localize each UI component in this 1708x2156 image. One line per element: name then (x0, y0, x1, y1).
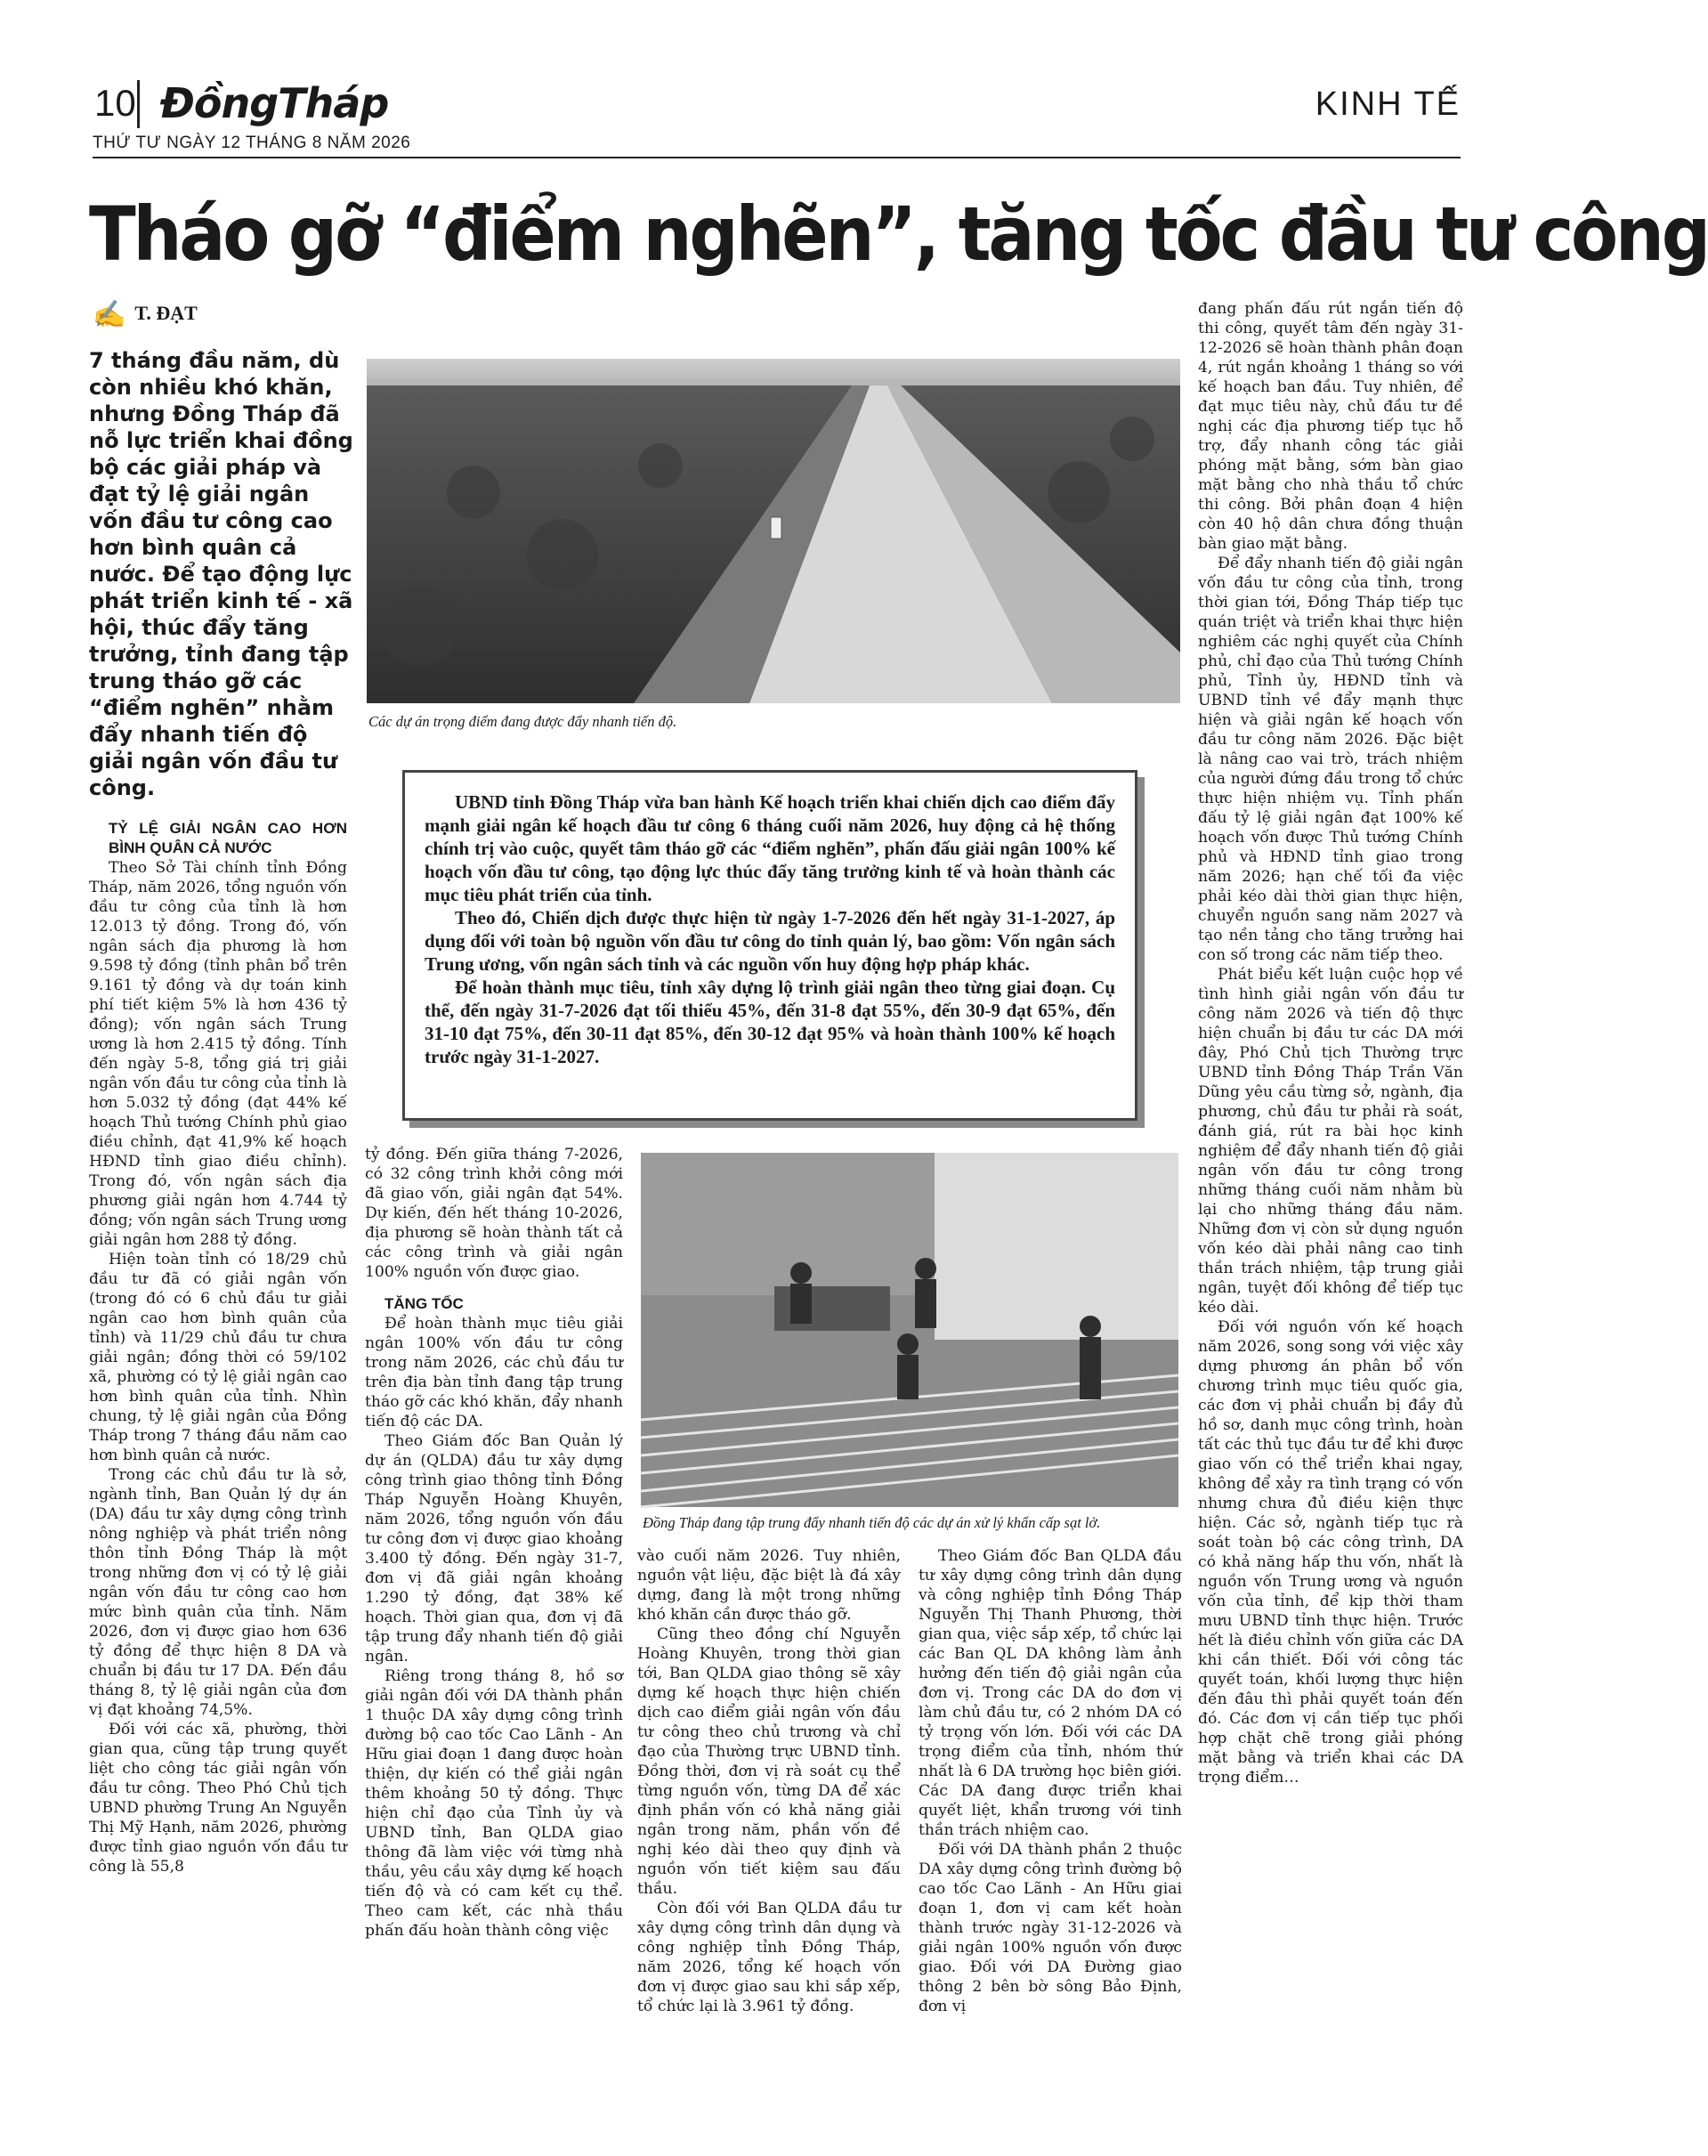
paragraph: Đối với DA thành phần 2 thuộc DA xây dựng công trình đường bộ cao tốc Cao Lãnh - An Hữu giai đoạn 1, đơn vị cam kết hoàn thành trước ngày 31-12-2026 và giải ngân 100% nguồn vốn được giao. Đối với DA Đường giao thông 2 bên bờ sông Bảo Định, đơn vị (919, 1841, 1182, 2015)
paragraph: Để đẩy nhanh tiến độ giải ngân vốn đầu tư công của tỉnh, trong thời gian tới, Đồng Tháp tiếp tục quán triệt và triển khai thực hiện nghiêm các nghị quyết của Chính phủ, chỉ đạo của Thủ tướng Chính phủ, Tỉnh ủy, HĐND tỉnh và UBND tỉnh về đẩy mạnh thực hiện và giải ngân kế hoạch vốn đầu tư công năm 2026. Đặc biệt là nâng cao vai trò, trách nhiệm của người đứng đầu trong tổ chức thực hiện nhiệm vụ. Tỉnh phấn đấu tỷ lệ giải ngân đạt 100% kế hoạch vốn được Thủ tướng Chính phủ và HĐND tỉnh giao trong năm 2026; hạn chế tối đa việc phải kéo dài thời gian thực hiện, chuyển nguồn sang năm 2027 và tạo nền tảng cho tăng trưởng hai con số trong các năm tiếp theo. (1198, 555, 1463, 964)
photo2-caption: Đồng Tháp đang tập trung đẩy nhanh tiến độ các dự án xử lý khẩn cấp sạt lở. (643, 1514, 1101, 1531)
highlight-box (402, 770, 1137, 1121)
paragraph: tỷ đồng. Đến giữa tháng 7-2026, có 32 công trình khởi công mới đã giao vốn, giải ngân đạt 54%. Dự kiến, đến hết tháng 10-2026, địa phương sẽ hoàn thành tất cả các công trình và giải ngân 100% nguồn vốn được giao. (365, 1146, 623, 1281)
article-title: Tháo gỡ “điểm nghẽn”, tăng tốc đầu tư công (89, 190, 1708, 278)
box-paragraph: Để hoàn thành mục tiêu, tỉnh xây dựng lộ trình giải ngân theo từng giai đoạn. Cụ thể, đến ngày 31-7-2026 đạt tối thiểu 45%, đến 31-8 đạt 55%, đến 30-9 đạt 65%, đến 31-10 đạt 75%, đến 30-11 đạt 85%, đến 30-12 đạt 95% và hoàn thành 100% kế hoạch trước ngày 31-1-2027. (425, 977, 1115, 1067)
paragraph: Đối với nguồn vốn kế hoạch năm 2026, song song với việc xây dựng phương án phân bổ vốn chương trình mục tiêu quốc gia, các đơn vị phải chuẩn bị đầy đủ hồ sơ, danh mục công trình, hoàn tất các thủ tục đầu tư để khi được giao vốn có thể triển khai ngay, không để xảy ra tình trạng có vốn nhưng chưa đủ điều kiện thực hiện. Các sở, ngành tiếp tục rà soát toàn bộ các công trình, DA có khả năng hấp thu vốn, nhất là nguồn vốn Trung ương và nguồn vốn của tỉnh, để kịp thời tham mưu UBND tỉnh thực hiện. Trước hết là điều chỉnh vốn giữa các DA khi cần thiết. Đối với công tác quyết toán, khối lượng thực hiện đến đâu thì phải quyết toán đến đó. Các đơn vị cần tiếp tục phối hợp chặt chẽ trong giải phóng mặt bằng và triển khai các DA trọng điểm… (1198, 1318, 1463, 1787)
issue-date: THỨ TƯ NGÀY 12 THÁNG 8 NĂM 2026 (93, 134, 411, 152)
paragraph: Phát biểu kết luận cuộc họp về tình hình giải ngân vốn đầu tư công năm 2026 và tiến độ thực hiện chuẩn bị đầu tư các DA mới đây, Phó Chủ tịch Thường trực UBND tỉnh Đồng Tháp Trần Văn Dũng yêu cầu từng sở, ngành, địa phương, chủ đầu tư phải rà soát, đánh giá, rút ra bài học kinh nghiệm để đẩy nhanh tiến độ giải ngân vốn đầu tư công trong những tháng cuối năm nhằm bù lại cho những tháng đầu năm. Những đơn vị còn sử dụng nguồn vốn kéo dài phải nâng cao tinh thần trách nhiệm, tập trung giải ngân, tuyệt đối không để tiếp tục kéo dài. (1198, 966, 1463, 1317)
section-label: KINH TẾ (1315, 85, 1461, 123)
paragraph: Hiện toàn tỉnh có 18/29 chủ đầu tư đã có giải ngân vốn (trong đó có 6 chủ đầu tư giải ngân cao hơn bình quân của tỉnh) và 11/29 chủ đầu tư chưa giải ngân; đồng thời có 59/102 xã, phường có tỷ lệ giải ngân cao hơn bình quân của tỉnh. Nhìn chung, tỷ lệ giải ngân của Đồng Tháp trong 7 tháng đầu năm cao hơn bình quân cả nước. (89, 1251, 347, 1464)
paragraph: đang phấn đấu rút ngắn tiến độ thi công, quyết tâm đến ngày 31-12-2026 sẽ hoàn thành phân đoạn 4, rút ngắn khoảng 1 tháng so với kế hoạch ban đầu. Tuy nhiên, để đạt mục tiêu này, chủ đầu tư đề nghị các địa phương tiếp tục hỗ trợ, đẩy nhanh công tác giải phóng mặt bằng, sớm bàn giao mặt bằng cho nhà thầu tổ chức thi công. Bởi phân đoạn 4 hiện còn 40 hộ dân chưa đồng thuận bàn giao mặt bằng. (1198, 300, 1463, 553)
paragraph: Đối với các xã, phường, thời gian qua, cũng tập trung quyết liệt cho công tác giải ngân vốn đầu tư công. Theo Phó Chủ tịch UBND phường Trung An Nguyễn Thị Mỹ Hạnh, năm 2026, phường được tỉnh giao nguồn vốn đầu tư công là 55,8 (89, 1721, 347, 1876)
paragraph: Để hoàn thành mục tiêu giải ngân 100% vốn đầu tư công trong năm 2026, các chủ đầu tư trên địa bàn tỉnh đang tập trung tháo gỡ các khó khăn, đẩy nhanh tiến độ các DA. (365, 1315, 623, 1431)
paragraph: Trong các chủ đầu tư là sở, ngành tỉnh, Ban Quản lý dự án (DA) đầu tư xây dựng công trình nông nghiệp và phát triển nông thôn tỉnh Đồng Tháp là một trong những đơn vị có tỷ lệ giải ngân vốn đầu tư công cao hơn mức bình quân của tỉnh. Năm 2026, đơn vị được giao hơn 636 tỷ đồng để thực hiện 8 DA và chuẩn bị đầu tư 17 DA. Đến đầu tháng 8, tỷ lệ giải ngân của đơn vị đạt khoảng 74,5%. (89, 1466, 347, 1719)
column-2 (365, 1145, 623, 1941)
highway-photo (367, 359, 1180, 703)
paragraph: Theo Giám đốc Ban QLDA đầu tư xây dựng công trình dân dụng và công nghiệp tỉnh Đồng Tháp Nguyễn Thị Thanh Phương, thời gian qua, việc sắp xếp, tổ chức lại các Ban QL DA không làm ảnh hưởng đến tiến độ giải ngân của đơn vị. Trong các DA do đơn vị làm chủ đầu tư, có 2 nhóm DA có tỷ trọng vốn lớn. Đối với các DA trọng điểm của tỉnh, nhóm thứ nhất là 6 DA trường học biên giới. Các DA đang được triển khai quyết liệt, khẩn trương với tinh thần trách nhiệm cao. (919, 1547, 1182, 1839)
box-paragraph: UBND tỉnh Đồng Tháp vừa ban hành Kế hoạch triển khai chiến dịch cao điểm đẩy mạnh giải ngân kế hoạch đầu tư công 6 tháng cuối năm 2026, huy động cả hệ thống chính trị vào cuộc, quyết tâm tháo gỡ các “điểm nghẽn”, phấn đấu giải ngân 100% kế hoạch vốn đầu tư công, tạo động lực thúc đẩy tăng trưởng kinh tế và hoàn thành các mục tiêu phát triển của tỉnh. (425, 791, 1115, 905)
paragraph: Cũng theo đồng chí Nguyễn Hoàng Khuyên, trong thời gian tới, Ban QLDA giao thông sẽ xây dựng kế hoạch thực hiện chiến dịch cao điểm giải ngân vốn đầu tư công theo chủ trương và chỉ đạo của Thường trực UBND tỉnh. Đồng thời, đơn vị rà soát cụ thể từng nguồn vốn, từng DA để xác định phần vốn có khả năng giải ngân trong năm, phần vốn đề nghị kéo dài theo quy định và nguồn vốn tiết kiệm sau đấu thầu. (637, 1625, 901, 1898)
page-number: 10 (94, 82, 136, 124)
article-lead: 7 tháng đầu năm, dù còn nhiều khó khăn, nhưng Đồng Tháp đã nỗ lực triển khai đồng bộ các giải pháp và đạt tỷ lệ giải ngân vốn đầu tư công cao hơn bình quân cả nước. Để tạo động lực phát triển kinh tế - xã hội, thúc đẩy tăng trưởng, tỉnh đang tập trung tháo gỡ các “điểm nghẽn” nhằm đẩy nhanh tiến độ giải ngân vốn đầu tư công. (89, 348, 353, 800)
paragraph: Theo Sở Tài chính tỉnh Đồng Tháp, năm 2026, tổng nguồn vốn đầu tư công của tỉnh là hơn 12.013 tỷ đồng. Trong đó, vốn ngân sách địa phương là hơn 9.598 tỷ đồng (tỉnh phân bổ trên 9.161 tỷ đồng và dự toán kinh phí tiết kiệm 5% là hơn 436 tỷ đồng); vốn ngân sách Trung ương là hơn 2.415 tỷ đồng. Tính đến ngày 5-8, tổng giá trị giải ngân vốn đầu tư công của tỉnh là hơn 5.032 tỷ đồng (đạt 44% kế hoạch Thủ tướng Chính phủ giao điều chỉnh, đạt 41,9% kế hoạch HĐND tỉnh giao điều chỉnh). Trong đó, vốn ngân sách địa phương giải ngân hơn 4.744 tỷ đồng; vốn ngân sách Trung ương giải ngân hơn 288 tỷ đồng. (89, 859, 347, 1249)
pen-icon: ✍ (93, 300, 126, 329)
box-paragraph: Theo đó, Chiến dịch được thực hiện từ ngày 1-7-2026 đến hết ngày 31-1-2027, áp dụng đối với toàn bộ nguồn vốn đầu tư công do tỉnh quản lý, bao gồm: Vốn ngân sách Trung ương, vốn ngân sách tỉnh và các nguồn vốn huy động hợp pháp khác. (425, 907, 1115, 975)
paragraph: Theo Giám đốc Ban Quản lý dự án (QLDA) đầu tư xây dựng công trình giao thông tỉnh Đồng Tháp Nguyễn Hoàng Khuyên, năm 2026, tổng nguồn vốn đầu tư công đơn vị được giao khoảng 3.400 tỷ đồng. Đến ngày 31-7, đơn vị đã giải ngân khoảng 1.290 tỷ đồng, đạt 38% kế hoạch. Thời gian qua, đơn vị đã tập trung đẩy nhanh tiến độ giải ngân. (365, 1432, 623, 1666)
photo1-caption: Các dự án trọng điểm đang được đẩy nhanh tiến độ. (368, 713, 677, 730)
highway-illustration (367, 359, 1180, 703)
header-rule (93, 157, 1461, 158)
author-name: T. ĐẠT (134, 302, 198, 324)
subheading: TĂNG TỐC (385, 1295, 464, 1312)
subheading: TỶ LỆ GIẢI NGÂN CAO HƠN BÌNH QUÂN CẢ NƯỚC (109, 820, 347, 856)
column-1 (89, 819, 347, 1876)
column-3 (637, 1546, 901, 2016)
masthead-divider (137, 80, 140, 128)
column-4 (919, 1546, 1182, 2016)
construction-photo (641, 1153, 1178, 1507)
paragraph: Còn đối với Ban QLDA đầu tư xây dựng công trình dân dụng và công nghiệp tỉnh Đồng Tháp, năm 2026, tổng kế hoạch vốn đơn vị được giao sau khi sắp xếp, tổ chức lại là 3.961 tỷ đồng. (637, 1900, 901, 2015)
paragraph: Riêng trong tháng 8, hồ sơ giải ngân đối với DA thành phần 1 thuộc DA xây dựng công trình đường bộ cao tốc Cao Lãnh - An Hữu giai đoạn 1 đang được hoàn thiện, dự kiến có thể giải ngân thêm khoảng 50 tỷ đồng. Thực hiện chỉ đạo của Tỉnh ủy và UBND tỉnh, Ban QLDA giao thông đã làm việc với từng nhà thầu, yêu cầu xây dựng kế hoạch tiến độ và có cam kết cụ thể. Theo cam kết, các nhà thầu phấn đấu hoàn thành công việc (365, 1667, 623, 1940)
construction-illustration (641, 1153, 1178, 1507)
newspaper-logo: ĐồngTháp (160, 79, 389, 127)
column-5 (1198, 299, 1463, 1787)
byline (93, 299, 198, 330)
paragraph: vào cuối năm 2026. Tuy nhiên, nguồn vật liệu, đặc biệt là đá xây dựng, đang là một trong những khó khăn cần được tháo gỡ. (637, 1547, 901, 1624)
